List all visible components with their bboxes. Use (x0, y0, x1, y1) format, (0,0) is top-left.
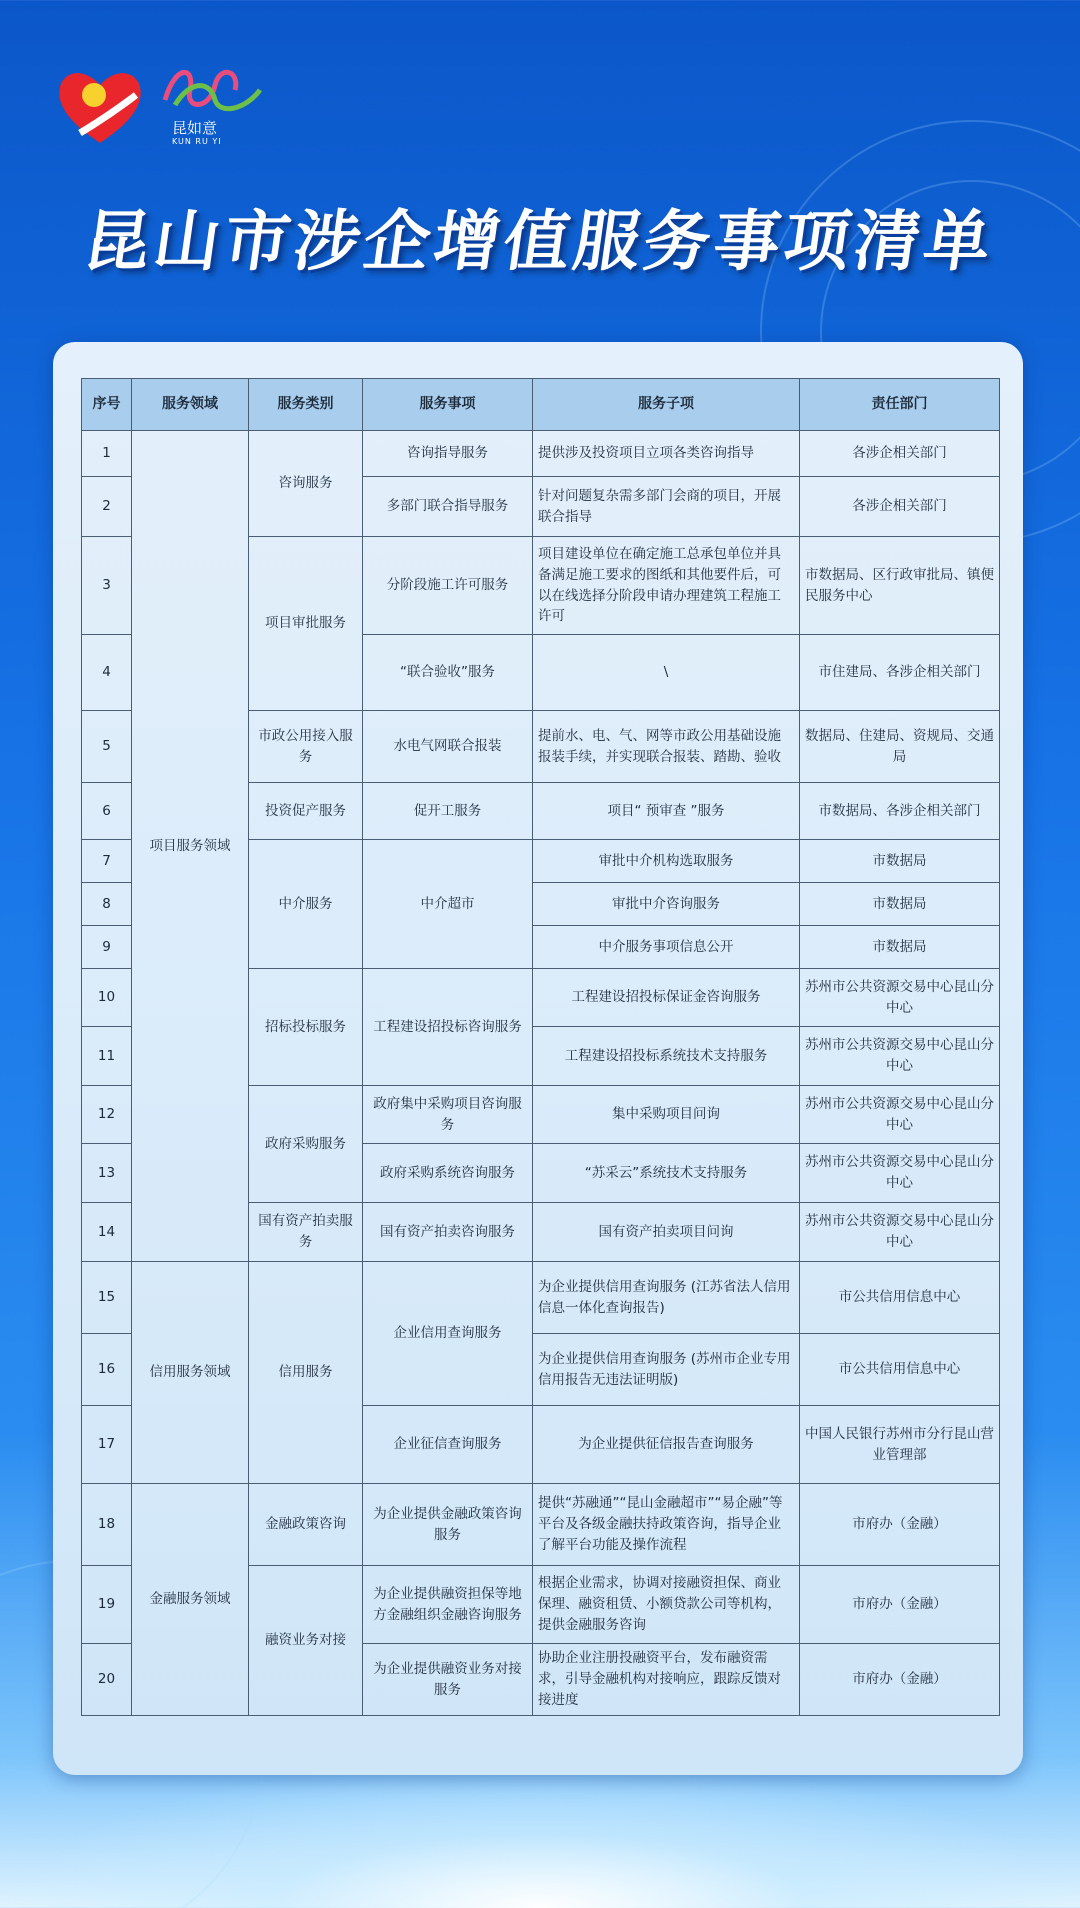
item-cell: 政府采购系统咨询服务 (363, 1144, 533, 1203)
item-cell: 多部门联合指导服务 (363, 477, 533, 537)
domain-cell: 信用服务领域 (132, 1262, 249, 1484)
item-cell: 分阶段施工许可服务 (363, 537, 533, 635)
row-index: 3 (82, 537, 132, 635)
item-cell: 工程建设招投标咨询服务 (363, 969, 533, 1086)
subitem-cell: 针对问题复杂需多部门会商的项目，开展联合指导 (533, 477, 800, 537)
row-index: 11 (82, 1027, 132, 1086)
subitem-cell: 国有资产拍卖项目问询 (533, 1203, 800, 1262)
subitem-cell: “苏采云”系统技术支持服务 (533, 1144, 800, 1203)
dept-cell: 市公共信用信息中心 (800, 1262, 1000, 1334)
party-emblem-icon (50, 55, 150, 155)
category-cell: 政府采购服务 (249, 1086, 363, 1203)
table-header-row (82, 379, 1000, 431)
item-cell: 企业信用查询服务 (363, 1262, 533, 1406)
category-cell: 项目审批服务 (249, 537, 363, 711)
row-index: 16 (82, 1334, 132, 1406)
dept-cell: 市数据局、区行政审批局、镇便民服务中心 (800, 537, 1000, 635)
category-cell: 中介服务 (249, 840, 363, 969)
dept-cell: 苏州市公共资源交易中心昆山分中心 (800, 1203, 1000, 1262)
subitem-cell: 提供涉及投资项目立项各类咨询指导 (533, 431, 800, 477)
dept-cell: 市数据局 (800, 926, 1000, 969)
dept-cell: 苏州市公共资源交易中心昆山分中心 (800, 969, 1000, 1027)
row-index: 9 (82, 926, 132, 969)
page-title: 昆山市涉企增值服务事项清单 (78, 203, 1000, 280)
subitem-cell: 工程建设招投标保证金咨询服务 (533, 969, 800, 1027)
subitem-cell: 提前水、电、气、网等市政公用基础设施报装手续，并实现联合报装、踏勘、验收 (533, 711, 800, 783)
dept-cell: 中国人民银行苏州市分行昆山营业管理部 (800, 1406, 1000, 1484)
subitem-cell: 为企业提供信用查询服务 (苏州市企业专用信用报告无违法证明版) (533, 1334, 800, 1406)
category-cell: 咨询服务 (249, 431, 363, 537)
row-index: 8 (82, 883, 132, 926)
row-index: 6 (82, 783, 132, 840)
table-row (82, 1262, 1000, 1334)
row-index: 5 (82, 711, 132, 783)
subitem-cell: \ (533, 635, 800, 711)
item-cell: 促开工服务 (363, 783, 533, 840)
header-department: 责任部门 (800, 379, 1000, 431)
category-cell: 招标投标服务 (249, 969, 363, 1086)
dept-cell: 市公共信用信息中心 (800, 1334, 1000, 1406)
item-cell: 中介超市 (363, 840, 533, 969)
subitem-cell: 审批中介咨询服务 (533, 883, 800, 926)
header-subitem: 服务子项 (533, 379, 800, 431)
row-index: 12 (82, 1086, 132, 1144)
subitem-cell: 项目建设单位在确定施工总承包单位并具备满足施工要求的图纸和其他要件后，可以在线选择分阶段申请办理建筑工程施工许可 (533, 537, 800, 635)
header-domain: 服务领域 (132, 379, 249, 431)
dept-cell: 苏州市公共资源交易中心昆山分中心 (800, 1144, 1000, 1203)
item-cell: 咨询指导服务 (363, 431, 533, 477)
dept-cell: 各涉企相关部门 (800, 477, 1000, 537)
dept-cell: 市住建局、各涉企相关部门 (800, 635, 1000, 711)
item-cell: 为企业提供融资担保等地方金融组织金融咨询服务 (363, 1566, 533, 1644)
row-index: 10 (82, 969, 132, 1027)
category-cell: 融资业务对接 (249, 1566, 363, 1716)
category-cell: 国有资产拍卖服务 (249, 1203, 363, 1262)
subitem-cell: 审批中介机构选取服务 (533, 840, 800, 883)
row-index: 14 (82, 1203, 132, 1262)
category-cell: 信用服务 (249, 1262, 363, 1484)
row-index: 1 (82, 431, 132, 477)
dept-cell: 市数据局 (800, 883, 1000, 926)
header-item: 服务事项 (363, 379, 533, 431)
category-cell: 金融政策咨询 (249, 1484, 363, 1566)
dept-cell: 市府办（金融） (800, 1566, 1000, 1644)
subitem-cell: 项目“ 预审查 ”服务 (533, 783, 800, 840)
item-cell: 为企业提供融资业务对接服务 (363, 1644, 533, 1716)
logo-group (50, 55, 280, 155)
subitem-cell: 为企业提供信用查询服务 (江苏省法人信用信息一体化查询报告) (533, 1262, 800, 1334)
row-index: 19 (82, 1566, 132, 1644)
services-table (81, 378, 1000, 1716)
dept-cell: 市府办（金融） (800, 1644, 1000, 1716)
dept-cell: 数据局、住建局、资规局、交通局 (800, 711, 1000, 783)
item-cell: 政府集中采购项目咨询服务 (363, 1086, 533, 1144)
subitem-cell: 协助企业注册投融资平台，发布融资需求，引导金融机构对接响应，跟踪反馈对接进度 (533, 1644, 800, 1716)
item-cell: 水电气网联合报装 (363, 711, 533, 783)
subitem-cell: 提供“苏融通”“昆山金融超市”“易企融”等平台及各级金融扶持政策咨询，指导企业了解平台功能及操作流程 (533, 1484, 800, 1566)
dept-cell: 苏州市公共资源交易中心昆山分中心 (800, 1086, 1000, 1144)
dept-cell: 苏州市公共资源交易中心昆山分中心 (800, 1027, 1000, 1086)
item-cell: “联合验收”服务 (363, 635, 533, 711)
item-cell: 为企业提供金融政策咨询服务 (363, 1484, 533, 1566)
row-index: 2 (82, 477, 132, 537)
row-index: 20 (82, 1644, 132, 1716)
brand-name-en: KUN RU YI (172, 137, 222, 146)
table-row (82, 1484, 1000, 1566)
category-cell: 市政公用接入服务 (249, 711, 363, 783)
row-index: 15 (82, 1262, 132, 1334)
row-index: 17 (82, 1406, 132, 1484)
dept-cell: 市数据局、各涉企相关部门 (800, 783, 1000, 840)
brand-name-cn: 昆如意 (172, 119, 218, 137)
subitem-cell: 根据企业需求，协调对接融资担保、商业保理、融资租赁、小额贷款公司等机构，提供金融服务咨询 (533, 1566, 800, 1644)
header-category: 服务类别 (249, 379, 363, 431)
kunruyi-logo-icon (155, 60, 265, 120)
subitem-cell: 中介服务事项信息公开 (533, 926, 800, 969)
category-cell: 投资促产服务 (249, 783, 363, 840)
dept-cell: 市府办（金融） (800, 1484, 1000, 1566)
domain-cell: 项目服务领域 (132, 431, 249, 1262)
header-index: 序号 (82, 379, 132, 431)
subitem-cell: 集中采购项目问询 (533, 1086, 800, 1144)
row-index: 7 (82, 840, 132, 883)
domain-cell: 金融服务领域 (132, 1484, 249, 1716)
subitem-cell: 工程建设招投标系统技术支持服务 (533, 1027, 800, 1086)
subitem-cell: 为企业提供征信报告查询服务 (533, 1406, 800, 1484)
row-index: 18 (82, 1484, 132, 1566)
item-cell: 国有资产拍卖咨询服务 (363, 1203, 533, 1262)
dept-cell: 各涉企相关部门 (800, 431, 1000, 477)
row-index: 13 (82, 1144, 132, 1203)
table-row (82, 431, 1000, 477)
row-index: 4 (82, 635, 132, 711)
dept-cell: 市数据局 (800, 840, 1000, 883)
item-cell: 企业征信查询服务 (363, 1406, 533, 1484)
